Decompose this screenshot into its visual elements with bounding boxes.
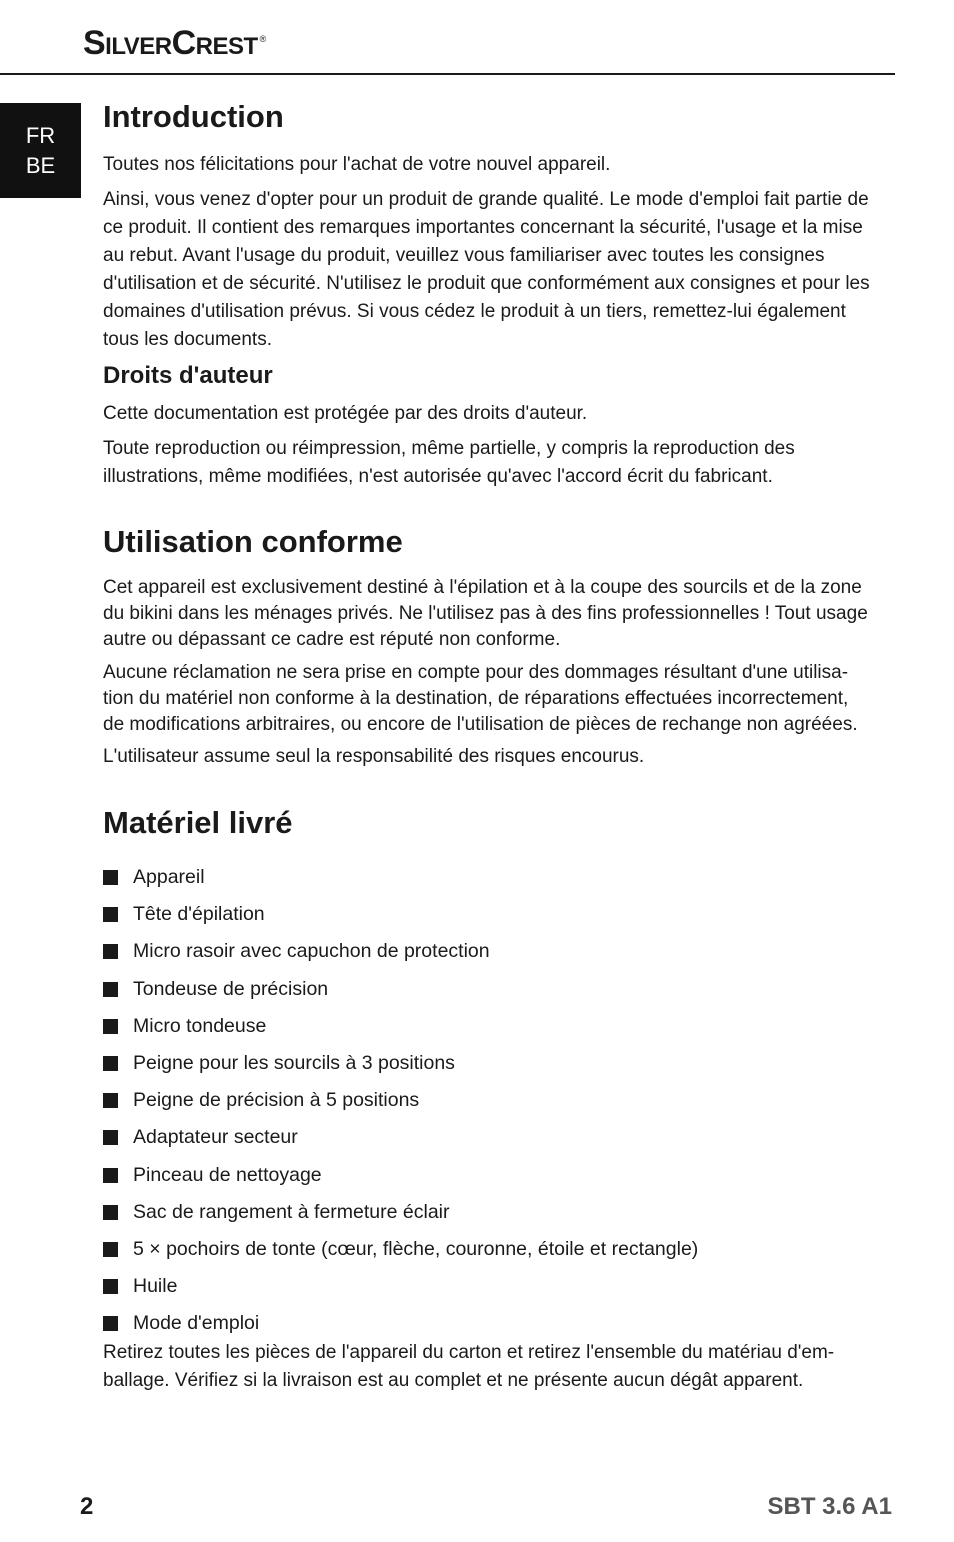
square-bullet-icon <box>103 1130 118 1145</box>
registered-mark: ® <box>259 33 266 44</box>
delivery-closing-paragraph: Retirez toutes les pièces de l'appareil du carton et retirez l'ensemble du matériau d'em-ballage. Vérifiez si la livraison est au complet et ne présente aucun dégât apparent. <box>103 1342 835 1391</box>
introduction-heading: Introduction <box>103 99 284 134</box>
square-bullet-icon <box>103 1168 118 1183</box>
intended-use-heading: Utilisation conforme <box>103 524 403 559</box>
introduction-paragraph-2: Ainsi, vous venez d'opter pour un produit de grande qualité. Le mode d'emploi fait partie de ce produit. Il contient des remarques importantes concernant la sécurité, l'usage et la mise au rebut. Avant l'usage du produit, veuillez vous familiariser avec toutes les consignes d'utilisation et de sécurité. N'utilisez le produit que conformément aux consignes et pour les domaines d'utilisation prévus. Si vous cédez le produit à un tiers, remettez-lui également tous les documents. <box>103 189 870 350</box>
list-item <box>103 1119 698 1156</box>
list-item <box>103 1194 698 1231</box>
language-code-fr: FR <box>25 122 56 148</box>
square-bullet-icon <box>103 1019 118 1034</box>
list-item <box>103 1231 698 1268</box>
list-item <box>103 1008 698 1045</box>
list-item <box>103 1268 698 1305</box>
list-item-label: 5 × pochoirs de tonte (cœur, flèche, couronne, étoile et rectangle) <box>133 1237 699 1260</box>
square-bullet-icon <box>103 1242 118 1257</box>
square-bullet-icon <box>103 1316 118 1331</box>
list-item-label: Mode d'emploi <box>133 1312 260 1335</box>
square-bullet-icon <box>103 944 118 959</box>
square-bullet-icon <box>103 982 118 997</box>
list-item <box>103 933 698 970</box>
list-item-label: Appareil <box>133 866 205 889</box>
square-bullet-icon <box>103 1093 118 1108</box>
language-tab <box>0 103 81 198</box>
list-item <box>103 859 698 896</box>
list-item-label: Micro tondeuse <box>133 1014 267 1037</box>
intended-use-paragraph-2: Aucune réclamation ne sera prise en compte pour des dommages résultant d'une utilisa-tion du matériel non conforme à la destination, de réparations effectuées incorrectement, de modifications arbitraires, ou encore de l'utilisation de pièces de rechange non agréées. <box>103 662 858 735</box>
introduction-paragraph-1: Toutes nos félicitations pour l'achat de votre nouvel appareil. <box>103 154 611 175</box>
list-item-label: Sac de rangement à fermeture éclair <box>133 1200 450 1223</box>
square-bullet-icon <box>103 1056 118 1071</box>
list-item-label: Peigne de précision à 5 positions <box>133 1089 420 1112</box>
square-bullet-icon <box>103 870 118 885</box>
list-item-label: Adaptateur secteur <box>133 1126 298 1149</box>
model-number: SBT 3.6 A1 <box>767 1493 892 1520</box>
delivery-heading: Matériel livré <box>103 805 293 840</box>
delivery-list <box>103 859 698 1342</box>
page-number: 2 <box>80 1493 94 1520</box>
square-bullet-icon <box>103 1205 118 1220</box>
language-code-be: BE <box>25 152 56 178</box>
list-item <box>103 1045 698 1082</box>
brand-name: SilverCrest <box>83 24 258 62</box>
list-item <box>103 971 698 1008</box>
intended-use-paragraph-3: L'utilisateur assume seul la responsabilité des risques encourus. <box>103 746 645 767</box>
list-item-label: Tête d'épilation <box>133 903 265 926</box>
list-item <box>103 1305 698 1342</box>
list-item-label: Huile <box>133 1275 178 1298</box>
list-item-label: Pinceau de nettoyage <box>133 1163 322 1186</box>
list-item-label: Micro rasoir avec capuchon de protection <box>133 940 490 963</box>
list-item-label: Peigne pour les sourcils à 3 positions <box>133 1052 455 1075</box>
square-bullet-icon <box>103 907 118 922</box>
square-bullet-icon <box>103 1279 118 1294</box>
copyright-paragraph-2: Toute reproduction ou réimpression, même partielle, y compris la reproduction des illustrations, même modifiées, n'est autorisée qu'avec l'accord écrit du fabricant. <box>103 438 795 487</box>
copyright-heading: Droits d'auteur <box>103 362 273 389</box>
list-item <box>103 1082 698 1119</box>
intended-use-paragraph-1: Cet appareil est exclusivement destiné à l'épilation et à la coupe des sourcils et de la zone du bikini dans les ménages privés. Ne l'utilisez pas à des fins professionnelles ! Tout usage autre ou dépassant ce cadre est réputé non conforme. <box>103 577 868 650</box>
list-item <box>103 896 698 933</box>
list-item <box>103 1157 698 1194</box>
brand-logo <box>83 24 266 63</box>
header-rule <box>0 73 895 75</box>
copyright-paragraph-1: Cette documentation est protégée par des droits d'auteur. <box>103 403 588 424</box>
list-item-label: Tondeuse de précision <box>133 977 329 1000</box>
